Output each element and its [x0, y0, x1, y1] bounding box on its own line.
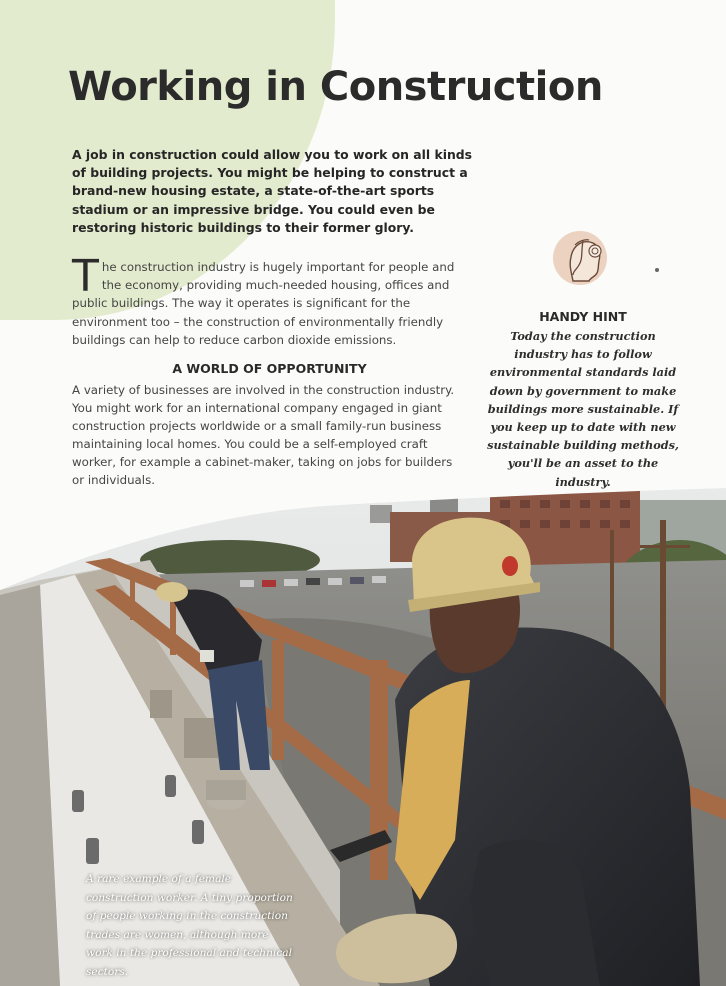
- body-paragraph-2: A variety of businesses are involved in the construction industry. You might work for an international company engaged in giant construction projects worldwide or a small family-run business maintaining local homes. You could be a self-employed craft worker, for example a cabinet-maker, taking on jobs for builders or individuals.: [72, 383, 455, 488]
- section-subheading: A WORLD OF OPPORTUNITY: [172, 361, 367, 376]
- drop-cap: T: [72, 251, 99, 302]
- hint-body: Today the construction industry has to follow environmental standards laid down by government to make buildings more sustainable. If you keep up to date with new sustainable building methods, you'll be an asset to the industry.: [487, 329, 679, 489]
- body-paragraph-1-text: he construction industry is hugely important for people and the economy, providing much-needed housing, offices and public buildings. The way it operates is significant for the environment too – the construction of environmentally friendly buildings can help to reduce carbon dioxide emissions.: [72, 260, 455, 347]
- photo-caption: A rare example of a female construction worker. A tiny proportion of people working in the construction trades are women, although more work in the professional and technical sectors.: [86, 873, 293, 978]
- page-title: Working in Construction: [68, 64, 603, 110]
- intro-paragraph: A job in construction could allow you to work on all kinds of building projects. You might be helping to construct a brand-new housing estate, a state-of-the-art sports stadium or an impressive bridge. You could even be restoring historic buildings to their former glory.: [72, 147, 473, 235]
- hint-title: HANDY HINT: [539, 309, 627, 324]
